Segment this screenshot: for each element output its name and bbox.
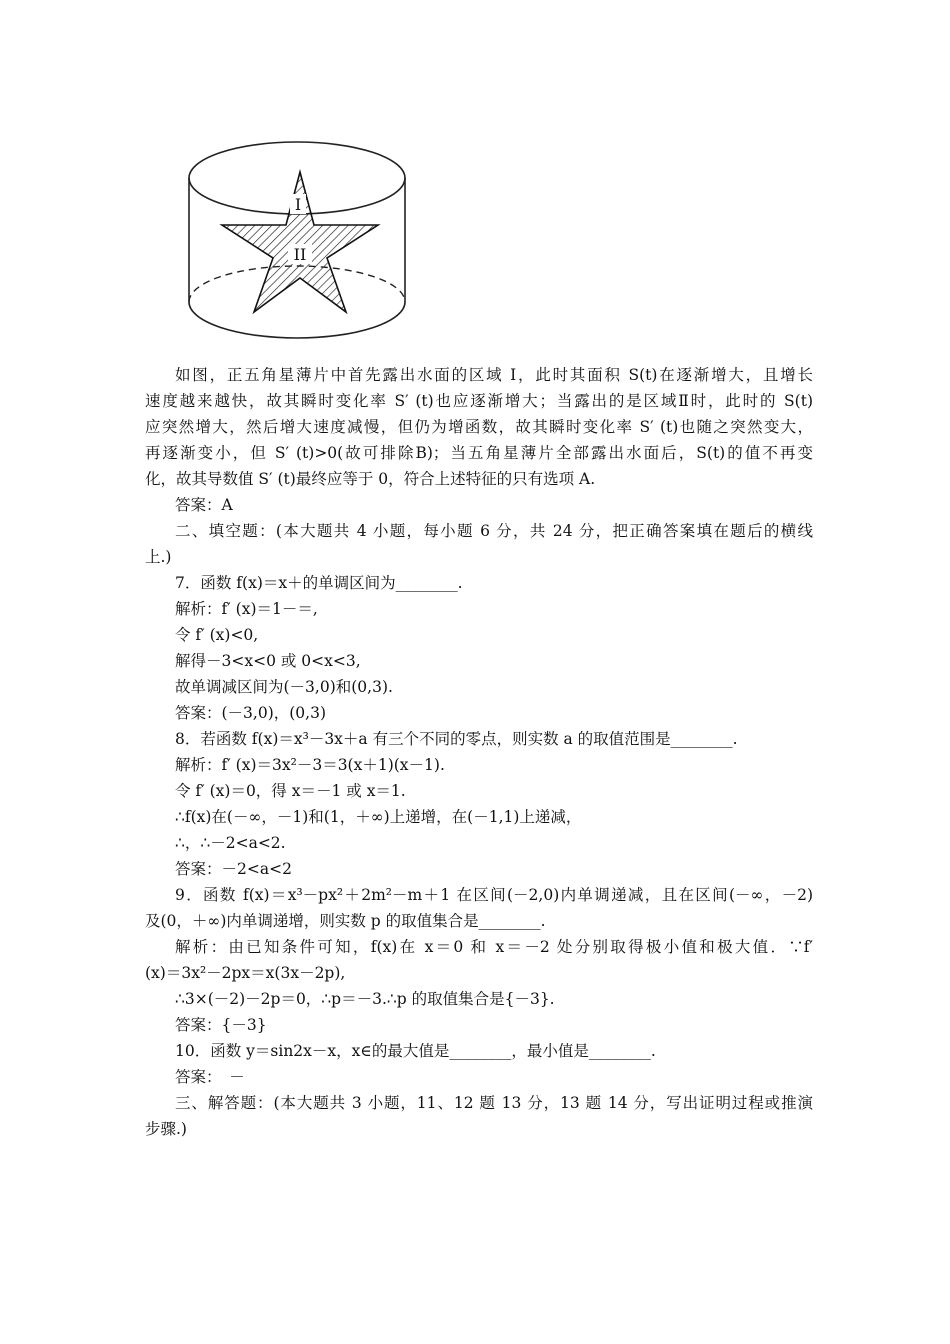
text-line: 上.): [145, 548, 172, 566]
text-line: 解析：f′ (x)＝3x²－3＝3(x＋1)(x－1).: [175, 756, 445, 774]
text-line: ∴，∴－2<a<2.: [175, 834, 286, 852]
text-line: 及(0，＋∞)内单调递增，则实数 p 的取值集合是________.: [145, 912, 546, 930]
five-pointed-star: [222, 172, 378, 312]
cylinder-bottom-front: [189, 302, 405, 338]
text-line: 令 f′ (x)＝0，得 x＝－1 或 x＝1.: [175, 782, 406, 800]
text-line: 速度越来越快，故其瞬时变化率 S′ (t)也应逐渐增大；当露出的是区域Ⅱ时，此时的 S(t): [145, 392, 813, 410]
text-line: 二、填空题：(本大题共 4 小题，每小题 6 分，共 24 分，把正确答案填在题后的横线: [175, 522, 813, 540]
text-line: 解析：f′ (x)＝1－＝,: [175, 600, 318, 618]
text-line: 答案：{－3}: [175, 1016, 267, 1034]
text-line: 三、解答题：(本大题共 3 小题，11、12 题 13 分，13 题 14 分，写出证明过程或推演: [175, 1094, 813, 1112]
text-line: 10．函数 y＝sin2x－x，x∈的最大值是________，最小值是________.: [175, 1042, 656, 1060]
text-line: 解得－3<x<0 或 0<x<3,: [175, 652, 361, 670]
cylinder-star-figure: [180, 130, 420, 345]
text-line: 7．函数 f(x)＝x＋的单调区间为________.: [175, 574, 463, 592]
text-line: 答案：－2<a<2: [175, 860, 292, 878]
region-i-label: I: [294, 195, 302, 214]
text-line: 再逐渐变小，但 S′ (t)>0(故可排除B)；当五角星薄片全部露出水面后，S(t)的值不再变: [145, 444, 813, 462]
text-line: 解析：由已知条件可知，f(x)在 x＝0 和 x＝－2 处分别取得极小值和极大值．∵f′: [175, 938, 813, 956]
text-line: ∴f(x)在(－∞，－1)和(1，＋∞)上递增，在(－1,1)上递减，: [175, 808, 582, 826]
text-line: 8．若函数 f(x)＝x³－3x＋a 有三个不同的零点，则实数 a 的取值范围是________.: [175, 730, 738, 748]
solution-text-block: [145, 362, 813, 1142]
text-line: 令 f′ (x)<0,: [175, 626, 259, 644]
text-line: (x)＝3x²－2px＝x(3x－2p),: [145, 964, 346, 982]
text-line: 化，故其导数值 S′ (t)最终应等于 0，符合上述特征的只有选项 A.: [145, 470, 596, 488]
region-ii-label: II: [293, 245, 307, 264]
text-line: ∴3×(－2)－2p＝0，∴p＝－3.∴p 的取值集合是{－3}.: [175, 990, 555, 1008]
text-line: 答案： －: [175, 1068, 245, 1086]
text-line: 答案：A: [175, 496, 233, 514]
text-line: 应突然增大，然后增大速度减慢，但仍为增函数，故其瞬时变化率 S′ (t)也随之突然变大，: [145, 418, 813, 436]
text-line: 9．函数 f(x)＝x³－px²＋2m²－m＋1 在区间(－2,0)内单调递减，且在区间(－∞，－2): [175, 886, 813, 904]
text-line: 故单调减区间为(－3,0)和(0,3).: [175, 678, 393, 696]
text-line: 答案：(－3,0)，(0,3): [175, 704, 326, 722]
text-line: 步骤.): [145, 1120, 187, 1138]
text-line: 如图，正五角星薄片中首先露出水面的区域 I，此时其面积 S(t)在逐渐增大，且增长: [175, 366, 813, 384]
